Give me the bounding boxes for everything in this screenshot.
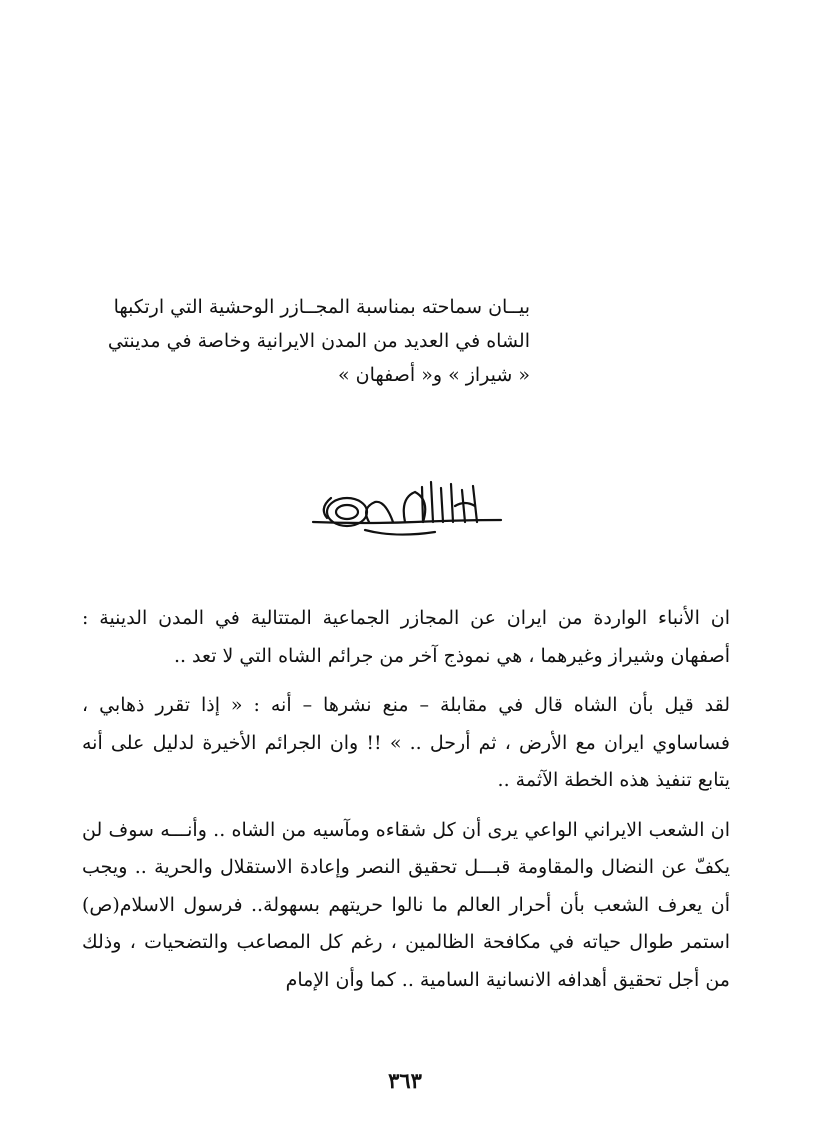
paragraph-3: ان الشعب الايراني الواعي يرى أن كل شقاءه ومآسيه من الشاه .. وأنـــه سوف لن يكفّ عن النضال والمقاومة قبـــل تحقيق النصر وإعادة الاستقلال والحرية .. ويجب أن يعرف الشعب بأن أحرار العالم ما نالوا حريتهم بسهولة.. فرسول الاسلام(ص) استمر طوال حياته في مكافحة الظالمين ، رغم كل المصاعب والتضحيات ، وذلك من أجل تحقيق أهدافه الانسانية السامية .. كما وأن الإمام — [82, 818, 730, 991]
title-line-1: بيــان سماحته بمناسبة المجــازر الوحشية التي ارتكبها — [113, 296, 530, 318]
basmala-calligraphy-icon — [305, 478, 505, 543]
title-line-2: الشاه في العديد من المدن الايرانية وخاصة في مدينتي — [107, 330, 530, 352]
paragraph-2: لقد قيل بأن الشاه قال في مقابلة – منع نشرها – أنه : « إذا تقرر ذهابي ، فساساوي ايران مع الأرض ، ثم أرحل .. » !! وان الجرائم الأخيرة لدليل على أنه يتابع تنفيذ هذه الخطة الآثمة .. — [82, 694, 730, 791]
page-number: ٣٦٣ — [388, 1068, 422, 1093]
statement-body — [82, 600, 730, 1011]
paragraph-1: ان الأنباء الواردة من ايران عن المجازر الجماعية المتتالية في المدن الدينية : أصفهان وشيراز وغيرهما ، هي نموذج آخر من جرائم الشاه التي لا تعد .. — [82, 607, 730, 667]
basmala-calligraphy — [305, 478, 505, 543]
statement-title — [107, 290, 530, 392]
title-line-3: « شيراز » و« أصفهان » — [338, 364, 530, 386]
